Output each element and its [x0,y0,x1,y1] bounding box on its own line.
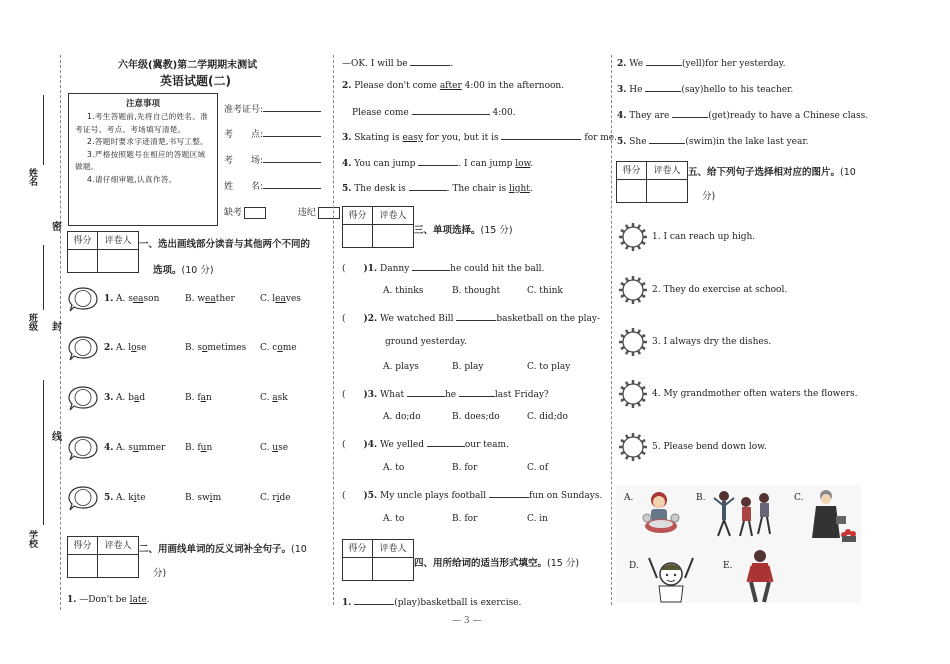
exam-number-field[interactable] [224,102,321,115]
sun-answer-icon[interactable] [618,379,648,409]
section4-q2: 2. We (yell)for her yesterday. [617,56,786,70]
pic-label-a: A. [624,493,634,503]
section3-q2-option-a[interactable]: A. plays [383,362,419,372]
section3-q4-option-a[interactable]: A. to [383,463,405,473]
notice-item: 2.答题时要求字迹清楚,书写工整。 [87,137,209,146]
answer-blank[interactable] [672,108,708,118]
section2-q1-answer: —OK. I will be . [342,56,453,70]
answer-blank[interactable] [409,181,447,191]
picture-b-kids-exercise[interactable] [712,488,774,540]
pic-label-e: E. [723,561,733,571]
section3-q4-option-b[interactable]: B. for [452,463,478,473]
section3-q3-option-c[interactable]: C. did;do [527,412,568,422]
section5-sentence: 3. I always dry the dishes. [652,337,772,347]
option-c[interactable]: C. come [260,343,297,353]
side-school-line [43,380,44,525]
option-a[interactable]: A. lose [116,343,147,353]
option-c[interactable]: C. ride [260,493,291,503]
section3-q3-option-a[interactable]: A. do;do [383,412,421,422]
section3-q5-option-c[interactable]: C. in [527,514,548,524]
notice-item: 3.严格按照题号在相应的答题区域做题。 [75,149,206,171]
section4-q1: 1. (play)basketball is exercise. [342,595,521,609]
sun-answer-icon[interactable] [618,222,648,252]
grader-label: 评卷人 [373,207,413,225]
answer-blank[interactable] [418,156,458,166]
score-label: 得分 [343,207,373,225]
notice-item: 1.考生答题前,先将自己的姓名、准考证号、考点、考场填写清楚。 [75,112,209,134]
section3-q5: ( )5. My uncle plays football fun on Sundays. [342,488,602,502]
absent-violation-row [224,205,340,219]
violation-checkbox[interactable] [318,207,340,219]
score-box [616,161,688,203]
answer-bubble-icon[interactable] [68,385,98,411]
side-name-line [43,95,44,165]
answer-blank[interactable] [649,134,685,144]
grader-label: 评卷人 [647,162,687,180]
name-label: 姓 名: [224,182,264,192]
score-cell[interactable] [617,180,647,202]
option-a[interactable]: A. kite [116,493,146,503]
score-label: 得分 [68,232,98,250]
option-b[interactable]: B. sometimes [185,343,247,353]
violation-label: 违纪 [297,208,316,218]
grader-cell[interactable] [98,555,138,577]
section3-q1-option-c[interactable]: C. think [527,286,563,296]
section4-q3: 3. He (say)hello to his teacher. [617,82,793,96]
option-c[interactable]: C. leaves [260,294,301,304]
absent-checkbox[interactable] [244,207,266,219]
option-b[interactable]: B. fan [185,393,212,403]
score-box [342,539,414,581]
grader-cell[interactable] [647,180,687,202]
seal-char-xian: 线 [52,432,62,443]
answer-blank[interactable] [489,488,529,498]
grader-label: 评卷人 [98,232,138,250]
answer-bubble-icon[interactable] [68,435,98,461]
section2-q4: 4. You can jump . I can jump low. [342,156,533,170]
section3-q5-option-a[interactable]: A. to [383,514,405,524]
exam-number-label: 准考证号: [224,105,264,115]
option-c[interactable]: C. ask [260,393,288,403]
option-a[interactable]: A. bad [116,393,146,403]
answer-blank[interactable] [410,56,450,66]
answer-bubble-icon[interactable] [68,286,98,312]
answer-blank[interactable] [645,82,681,92]
section2-q1: 1. —Don't be late. [67,595,150,605]
answer-blank[interactable] [407,387,445,397]
answer-blank[interactable] [412,261,450,271]
section3-q3-option-b[interactable]: B. does;do [452,412,500,422]
notice-item: 4.请仔细审题,认真作答。 [87,174,177,184]
section2-q5: 5. The desk is . The chair is light. [342,181,533,195]
question-number: 2. [104,343,114,353]
answer-blank[interactable] [412,105,490,115]
question-number: 3. [104,393,114,403]
option-c[interactable]: C. use [260,443,289,453]
picture-a-drying-dishes[interactable] [637,488,685,538]
section3-q2-option-b[interactable]: B. play [452,362,484,372]
picture-d-reach-up-high[interactable] [645,552,697,604]
side-school-label: 学校 [27,530,37,548]
section5-sentence: 5. Please bend down low. [652,442,767,452]
answer-blank[interactable] [646,56,682,66]
exam-title: 六年级(冀教)第二学期期末测试 [118,60,258,71]
sun-answer-icon[interactable] [618,275,648,305]
section3-q3: ( )3. What he last Friday? [342,387,549,401]
score-box [342,206,414,248]
grader-cell[interactable] [98,250,138,272]
name-field[interactable] [224,179,321,192]
section2-q3: 3. Skating is easy for you, but it is for me. [342,130,617,144]
score-cell[interactable] [68,250,98,272]
section3-q2-cont: ground yesterday. [385,337,467,347]
section2-title: 二、用画线单词的反义词补全句子。(10 [139,544,307,555]
section3-q1-option-a[interactable]: A. thinks [383,286,424,296]
room-field[interactable] [224,153,321,166]
question-number: 4. [104,443,114,453]
side-class-label: 班级 [27,313,37,331]
site-field[interactable] [224,127,321,140]
absent-label: 缺考 [224,208,243,218]
answer-blank[interactable] [354,595,394,605]
section3-q2-option-c[interactable]: C. to play [527,362,571,372]
pic-label-d: D. [629,561,639,571]
section3-q1: ( )1. Danny he could hit the ball. [342,261,544,275]
section5-title: 五、给下列句子选择相对应的图片。(10 [688,167,856,178]
notice-box [68,93,218,226]
sun-answer-icon[interactable] [618,327,648,357]
page-number: — 3 — [452,616,482,626]
section2-q2: 2. Please don't come after 4:00 in the afternoon. [342,81,565,91]
exam-subtitle: 英语试题(二) [160,74,231,88]
grader-cell[interactable] [373,558,413,580]
score-label: 得分 [68,537,98,555]
section4-title: 四、用所给词的适当形式填空。(15 分) [414,558,580,569]
grader-label: 评卷人 [373,540,413,558]
section4-q5: 5. She (swim)in the lake last year. [617,134,809,148]
section5-sentence: 1. I can reach up high. [652,232,756,242]
answer-blank[interactable] [427,437,465,447]
side-name-label: 姓名 [27,168,37,186]
site-label: 考 点: [224,130,264,140]
section3-q4-option-c[interactable]: C. of [527,463,549,473]
option-a[interactable]: A. summer [116,443,166,453]
section3-q2: ( )2. We watched Bill basketball on the play- [342,311,600,325]
picture-c-grandmother-watering[interactable] [806,488,858,544]
score-label: 得分 [343,540,373,558]
answer-blank[interactable] [456,311,496,321]
answer-blank[interactable] [501,130,581,140]
score-cell[interactable] [343,225,373,247]
option-b[interactable]: B. swim [185,493,222,503]
answer-bubble-icon[interactable] [68,335,98,361]
section3-title: 三、单项选择。(15 分) [414,225,513,236]
pic-label-c: C. [794,493,804,503]
section5-sentence: 2. They do exercise at school. [652,285,788,295]
score-cell[interactable] [68,555,98,577]
score-cell[interactable] [343,558,373,580]
answer-bubble-icon[interactable] [68,485,98,511]
score-box [67,231,139,273]
question-number: 1. [104,294,114,304]
question-number: 5. [104,493,114,503]
picture-e-bend-down[interactable] [740,548,780,604]
notice-title: 注意事项 [125,99,160,109]
answer-blank[interactable] [459,387,495,397]
grader-cell[interactable] [373,225,413,247]
section5-sentence: 4. My grandmother often waters the flowers. [652,389,858,399]
section2-q2-answer: Please come 4:00. [352,105,516,119]
option-b[interactable]: B. fun [185,443,213,453]
pic-label-b: B. [696,493,706,503]
seal-char-feng: 封 [52,322,62,333]
score-label: 得分 [617,162,647,180]
section1-title: 一、选出画线部分读音与其他两个不同的 [139,239,311,250]
option-b[interactable]: B. weather [185,294,235,304]
section3-q5-option-b[interactable]: B. for [452,514,478,524]
side-class-line [43,245,44,310]
section4-q4: 4. They are (get)ready to have a Chinese class. [617,108,868,122]
column-divider [333,55,334,605]
sun-answer-icon[interactable] [618,432,648,462]
section2-points-line2: 分) [153,568,167,579]
option-a[interactable]: A. season [116,294,160,304]
section5-points-line2: 分) [702,191,716,202]
section1-title-line2: 选项。(10 分) [153,265,214,276]
section3-q1-option-b[interactable]: B. thought [452,286,501,296]
section3-q4: ( )4. We yelled our team. [342,437,509,451]
score-box [67,536,139,578]
seal-char-mi: 密 [52,222,62,233]
room-label: 考 场: [224,156,264,166]
grader-label: 评卷人 [98,537,138,555]
